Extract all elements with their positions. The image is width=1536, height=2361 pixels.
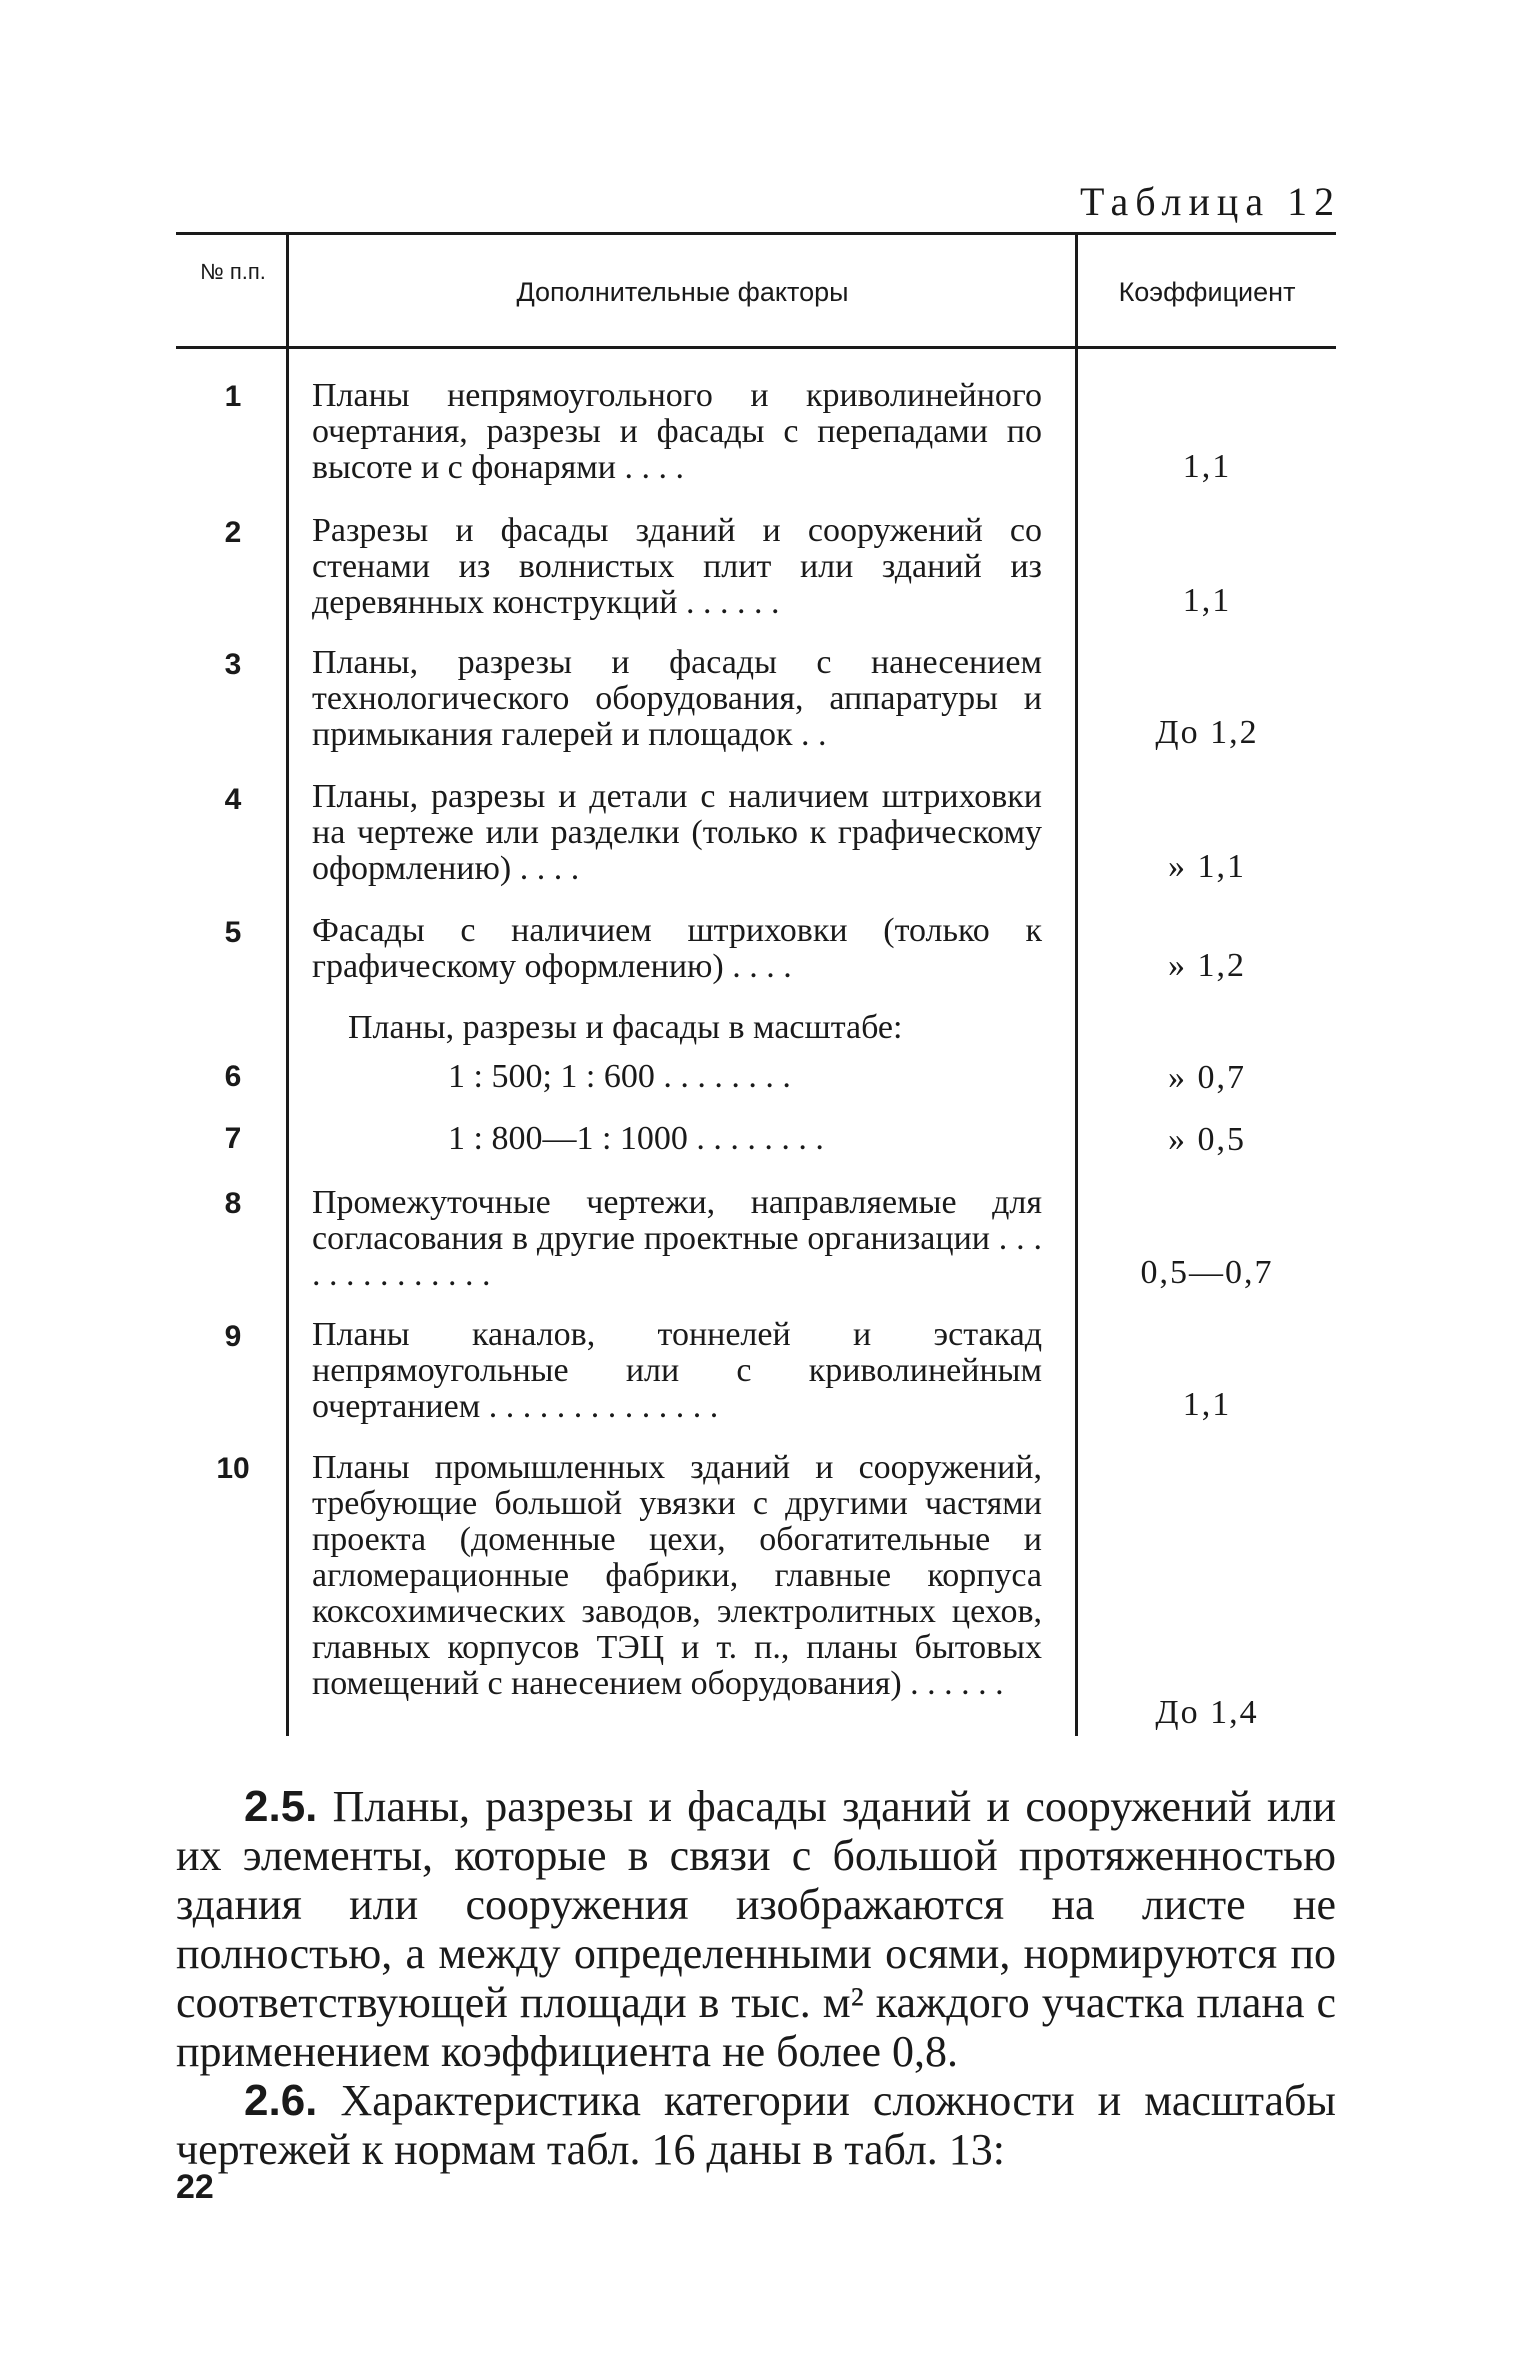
table-caption: Таблица 12: [1080, 179, 1342, 224]
row-coefficient: » 0,7: [1168, 1059, 1246, 1096]
row-factor-text: Планы промышленных зданий и сооружений, требующие большой увязки с другими частями проекта (доменные цехи, обогатительные и агломерационные фабрики, главные корпуса коксохимических заводов, электролитных цехов, главных корпусов ТЭЦ и т. п., планы бытовых помещений с нанесением оборудования) . . . . . .: [312, 1449, 1042, 1702]
row-number: 7: [224, 1122, 242, 1155]
row-factor-text: 1 : 800—1 : 1000 . . . . . . . .: [448, 1120, 824, 1157]
header-num: № п.п.: [200, 259, 266, 284]
row-factor-text: Планы каналов, тоннелей и эстакад непрямоугольные или с криволинейным очертанием . . . . . . . . . . . . . .: [312, 1316, 1042, 1425]
row-factor-text: Разрезы и фасады зданий и сооружений со стенами из волнистых плит или зданий из деревянных конструкций . . . . . .: [312, 512, 1042, 621]
header-coefficient: Коэффициент: [1118, 277, 1296, 307]
row-coefficient: 1,1: [1182, 1386, 1232, 1423]
table-top-rule: [176, 232, 1336, 235]
row-coefficient: » 1,1: [1168, 848, 1246, 885]
paragraph-text: Планы, разрезы и фасады зданий и сооружений или их элементы, которые в связи с большой протяженностью здания или сооружения изображаются на листе не полностью, а между определенными осями, нормируются по соответствующей площади в тыс. м² каждого участка плана с применением коэффициента не более 0,8.: [176, 1782, 1336, 2076]
row-number: 9: [224, 1320, 242, 1353]
row-factor-text: Планы, разрезы и фасады с нанесением технологического оборудования, аппаратуры и примыкания галерей и площадок . .: [312, 644, 1042, 753]
table-header-rule: [176, 346, 1336, 349]
paragraph-text: Характеристика категории сложности и масштабы чертежей к нормам табл. 16 даны в табл. 13:: [176, 2076, 1336, 2174]
page-number: 22: [176, 2168, 214, 2206]
scale-subheading: Планы, разрезы и фасады в масштабе:: [348, 1009, 903, 1046]
row-number: 4: [224, 783, 242, 816]
row-coefficient: 1,1: [1182, 448, 1232, 485]
paragraph-2-5: [176, 1782, 1336, 2076]
paragraph-2-6: [176, 2076, 1336, 2174]
row-coefficient: До 1,4: [1155, 1694, 1259, 1731]
paragraph-label: 2.5.: [244, 1782, 318, 1831]
row-coefficient: 1,1: [1182, 582, 1232, 619]
row-factor-text: Промежуточные чертежи, направляемые для согласования в другие проектные организации . . . . . . . . . . . . . .: [312, 1184, 1042, 1293]
row-number: 2: [224, 516, 242, 549]
row-number: 8: [224, 1187, 242, 1220]
header-factors: Дополнительные факторы: [516, 277, 849, 307]
row-factor-text: Фасады с наличием штриховки (только к графическому оформлению) . . . .: [312, 912, 1042, 985]
row-factor-text: Планы непрямоугольного и криволинейного очертания, разрезы и фасады с перепадами по высоте и с фонарями . . . .: [312, 377, 1042, 486]
row-number: 3: [224, 648, 242, 681]
row-number: 1: [224, 380, 242, 413]
column-divider-left: [286, 232, 289, 1736]
row-coefficient: До 1,2: [1155, 714, 1259, 751]
row-coefficient: » 1,2: [1168, 947, 1246, 984]
row-number: 5: [224, 916, 242, 949]
row-factor-text: 1 : 500; 1 : 600 . . . . . . . .: [448, 1058, 791, 1095]
row-number: 10: [216, 1452, 250, 1485]
row-coefficient: » 0,5: [1168, 1121, 1246, 1158]
row-factor-text: Планы, разрезы и детали с наличием штриховки на чертеже или разделки (только к графическому оформлению) . . . .: [312, 778, 1042, 887]
row-coefficient: 0,5—0,7: [1140, 1254, 1274, 1291]
row-number: 6: [224, 1060, 242, 1093]
paragraph-label: 2.6.: [244, 2076, 318, 2125]
